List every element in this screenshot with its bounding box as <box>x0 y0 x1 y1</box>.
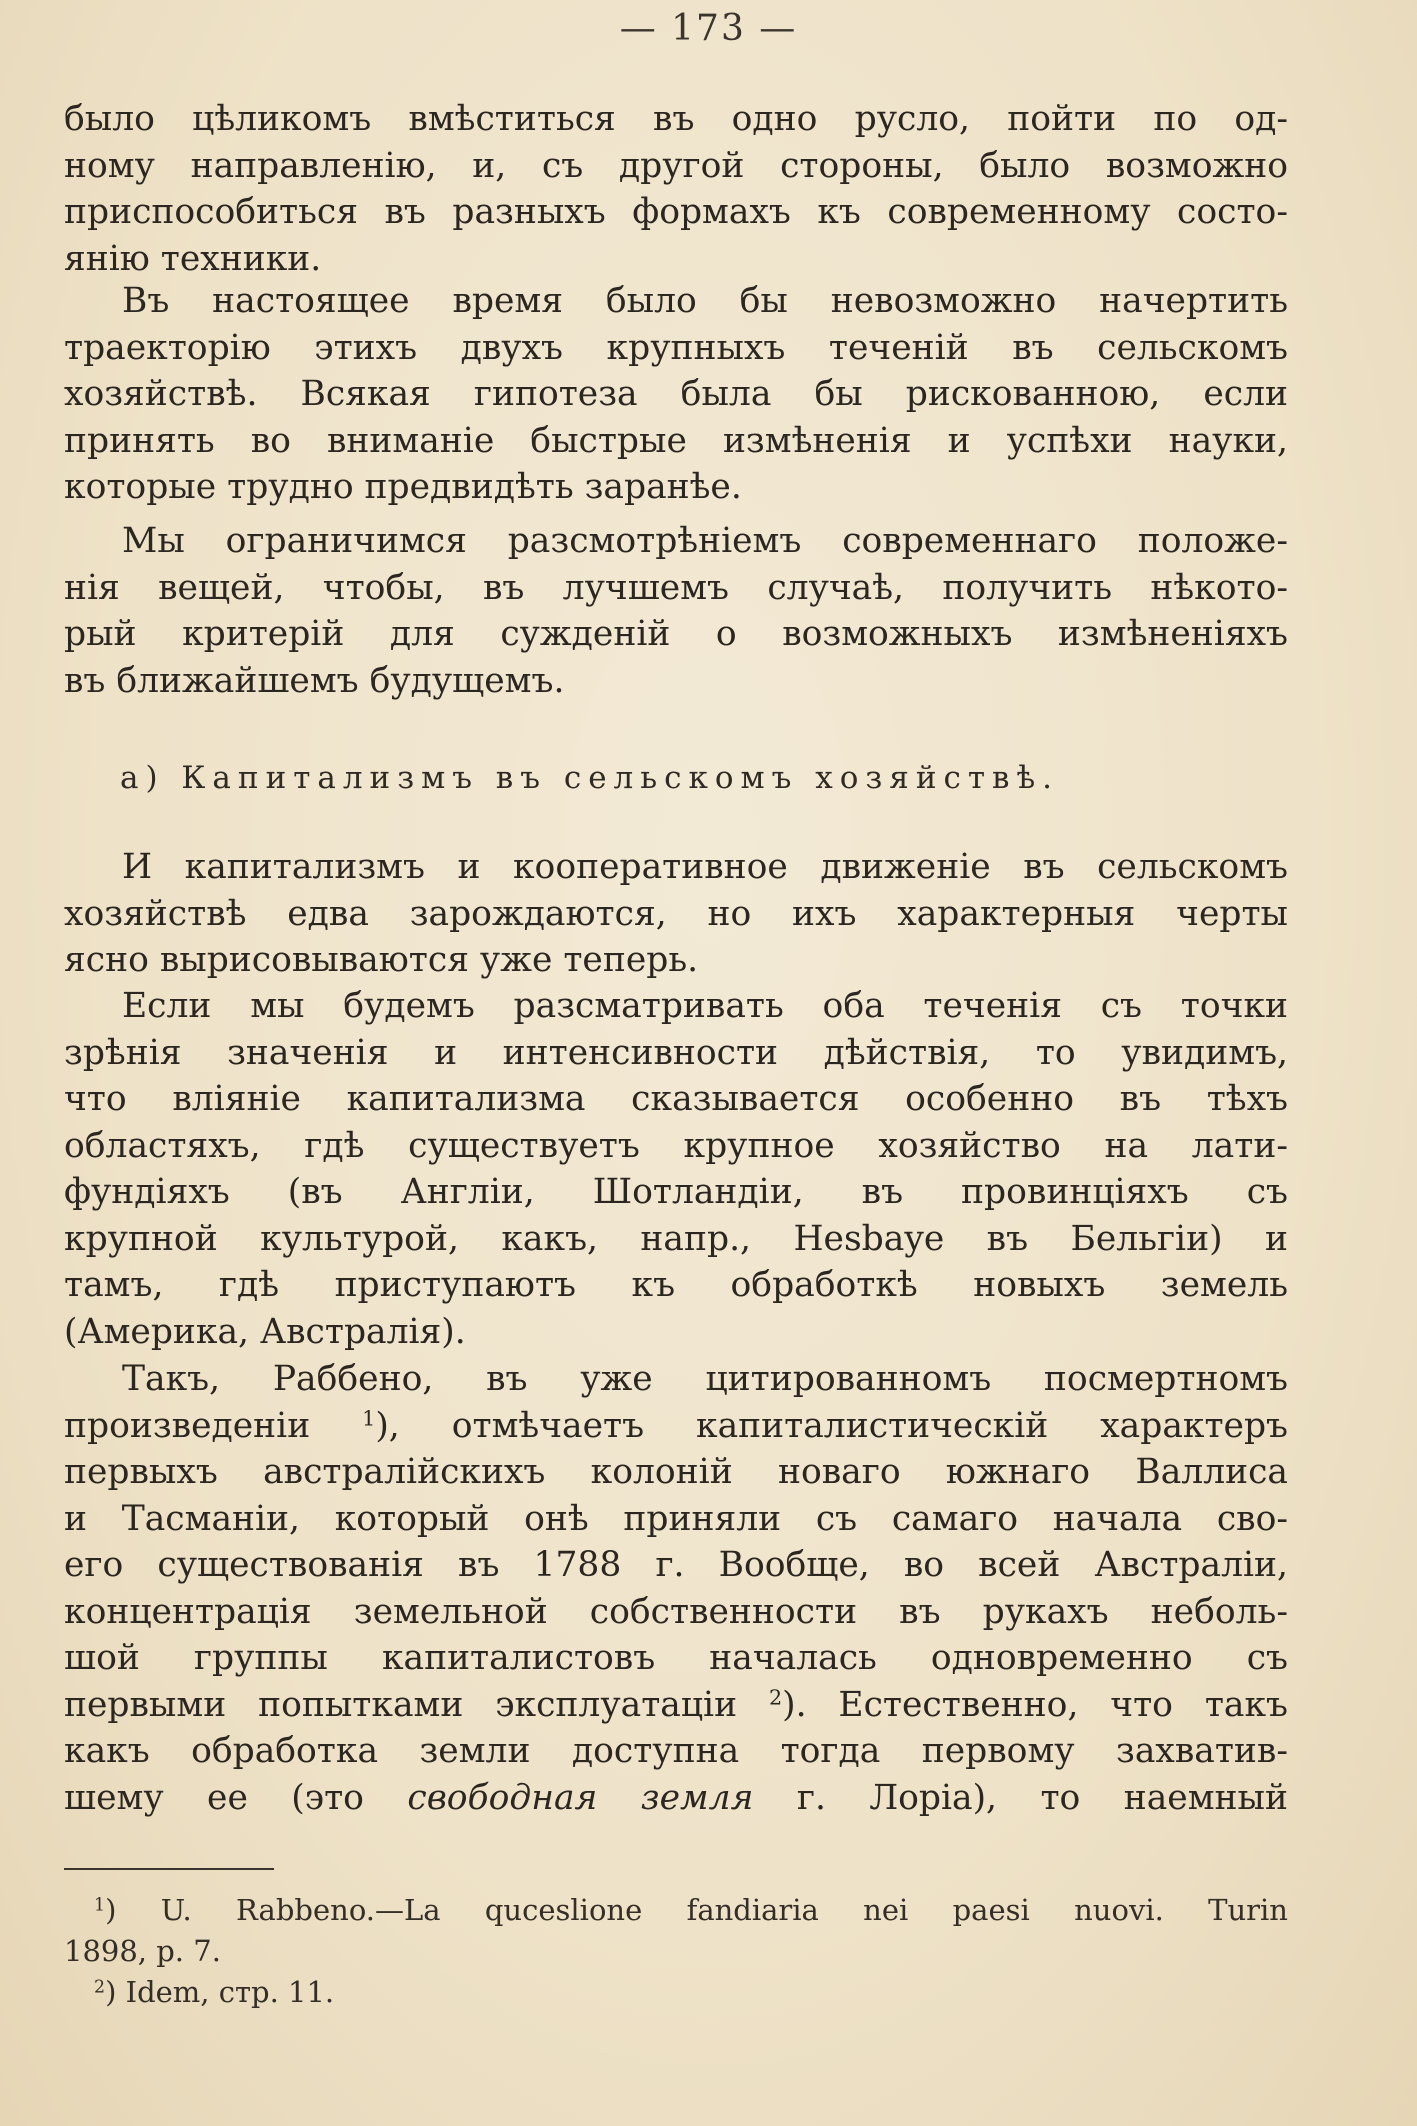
text-line: первыхъ австралійскихъ колоній новаго южнаго Валлиса <box>64 1452 1288 1492</box>
paragraph-4 <box>64 844 1288 984</box>
text-line: нія вещей, чтобы, въ лучшемъ случаѣ, получить нѣкото- <box>64 567 1288 608</box>
text-fragment: г. Лорiа), то наемный <box>753 1777 1288 1818</box>
paragraph-5 <box>64 983 1288 1355</box>
footnote-ref-1[interactable]: 1 <box>362 1406 376 1431</box>
text-fragment: ), отмѣчаетъ капиталистическій характеръ <box>375 1405 1288 1446</box>
text-line: въ ближайшемъ будущемъ. <box>64 660 565 701</box>
text-line: и Тасманіи, который онѣ приняли съ самаго начала сво- <box>64 1498 1288 1539</box>
text-line <box>64 1403 1288 1450</box>
text-line: которые трудно предвидѣть заранѣе. <box>64 467 742 507</box>
text-line: крупной культурой, какъ, напр., Hesbaye въ Бельгіи) и <box>64 1218 1288 1259</box>
section-heading: а) Капитализмъ въ сельскомъ хозяйствѣ. <box>120 760 1059 796</box>
footnote-2 <box>64 1972 1288 2013</box>
text-line: было цѣликомъ вмѣститься въ одно русло, пойти по од- <box>64 99 1288 139</box>
text-line: его существованія въ 1788 г. Вообще, во всей Австраліи, <box>64 1545 1288 1585</box>
text-line: шой группы капиталистовъ началась одновременно съ <box>64 1638 1288 1678</box>
text-line: зрѣнія значенія и интенсивности дѣйствія, то увидимъ, <box>64 1032 1288 1073</box>
text-line: что вліяніе капитализма сказывается особенно въ тѣхъ <box>64 1079 1288 1119</box>
text-line: хозяйствѣ едва зарождаются, но ихъ характерныя черты <box>64 893 1288 934</box>
text-fragment: ). Естественно, что такъ <box>782 1684 1288 1725</box>
text-line: ному направленію, и, съ другой стороны, было возможно <box>64 145 1288 186</box>
footnote-1 <box>64 1890 1288 1931</box>
italic-term: свободная земля <box>407 1777 754 1818</box>
paragraph-6 <box>64 1356 1288 1821</box>
text-line: какъ обработка земли доступна тогда первому захватив- <box>64 1731 1288 1771</box>
footnotes <box>64 1890 1288 2013</box>
text-fragment: первыми попытками эксплуатаціи <box>64 1684 769 1725</box>
text-line: Въ настоящее время было бы невозможно начертить <box>122 281 1288 321</box>
text-line: траекторію этихъ двухъ крупныхъ теченій въ сельскомъ <box>64 327 1288 368</box>
text-line: приспособиться въ разныхъ формахъ къ современному состо- <box>64 192 1288 232</box>
footnote-mark: 1 <box>94 1895 106 1916</box>
text-fragment: произведеніи <box>64 1405 363 1446</box>
text-line <box>64 1682 1288 1729</box>
text-fragment: шему ее (это <box>64 1777 408 1818</box>
footnote-1-continued: 1898, p. 7. <box>64 1934 221 1968</box>
text-line: Такъ, Раббено, въ уже цитированномъ посмертномъ <box>122 1359 1288 1399</box>
text-line: янію техники. <box>64 238 322 279</box>
text-line: Мы ограничимся разсмотрѣніемъ современнаго положе- <box>122 521 1288 561</box>
text-line: концентрація земельной собственности въ рукахъ неболь- <box>64 1591 1288 1632</box>
footnote-text: ) U. Rabbeno.—La quceslione fandiaria nei paesi nuovi. Turin <box>105 1893 1288 1927</box>
paragraph-1 <box>64 96 1288 282</box>
text-line: (Америка, Австралія). <box>64 1311 466 1352</box>
paragraph-2 <box>64 278 1288 511</box>
footnote-divider <box>64 1868 274 1870</box>
text-line <box>64 1775 1288 1822</box>
text-line: фундіяхъ (въ Англіи, Шотландіи, въ провинціяхъ съ <box>64 1172 1288 1212</box>
text-line: хозяйствѣ. Всякая гипотеза была бы рискованною, если <box>64 374 1288 414</box>
paragraph-3 <box>64 518 1288 704</box>
page-number: — 173 — <box>619 8 798 49</box>
footnote-ref-2[interactable]: 2 <box>768 1685 783 1710</box>
text-line: Если мы будемъ разсматривать оба теченія съ точки <box>122 986 1288 1026</box>
footnote-mark: 2 <box>94 1977 106 1998</box>
text-line: областяхъ, гдѣ существуетъ крупное хозяйство на лати- <box>64 1125 1288 1166</box>
text-line: ясно вырисовываются уже теперь. <box>64 940 699 980</box>
text-line: И капитализмъ и кооперативное движеніе въ сельскомъ <box>122 847 1288 887</box>
text-line: принять во вниманіе быстрые измѣненія и успѣхи науки, <box>64 420 1288 461</box>
text-line: рый критерій для сужденій о возможныхъ измѣненіяхъ <box>64 614 1288 654</box>
text-line: тамъ, гдѣ приступаютъ къ обработкѣ новыхъ земель <box>64 1265 1288 1305</box>
footnote-text: ) Idem, стр. 11. <box>105 1975 335 2009</box>
